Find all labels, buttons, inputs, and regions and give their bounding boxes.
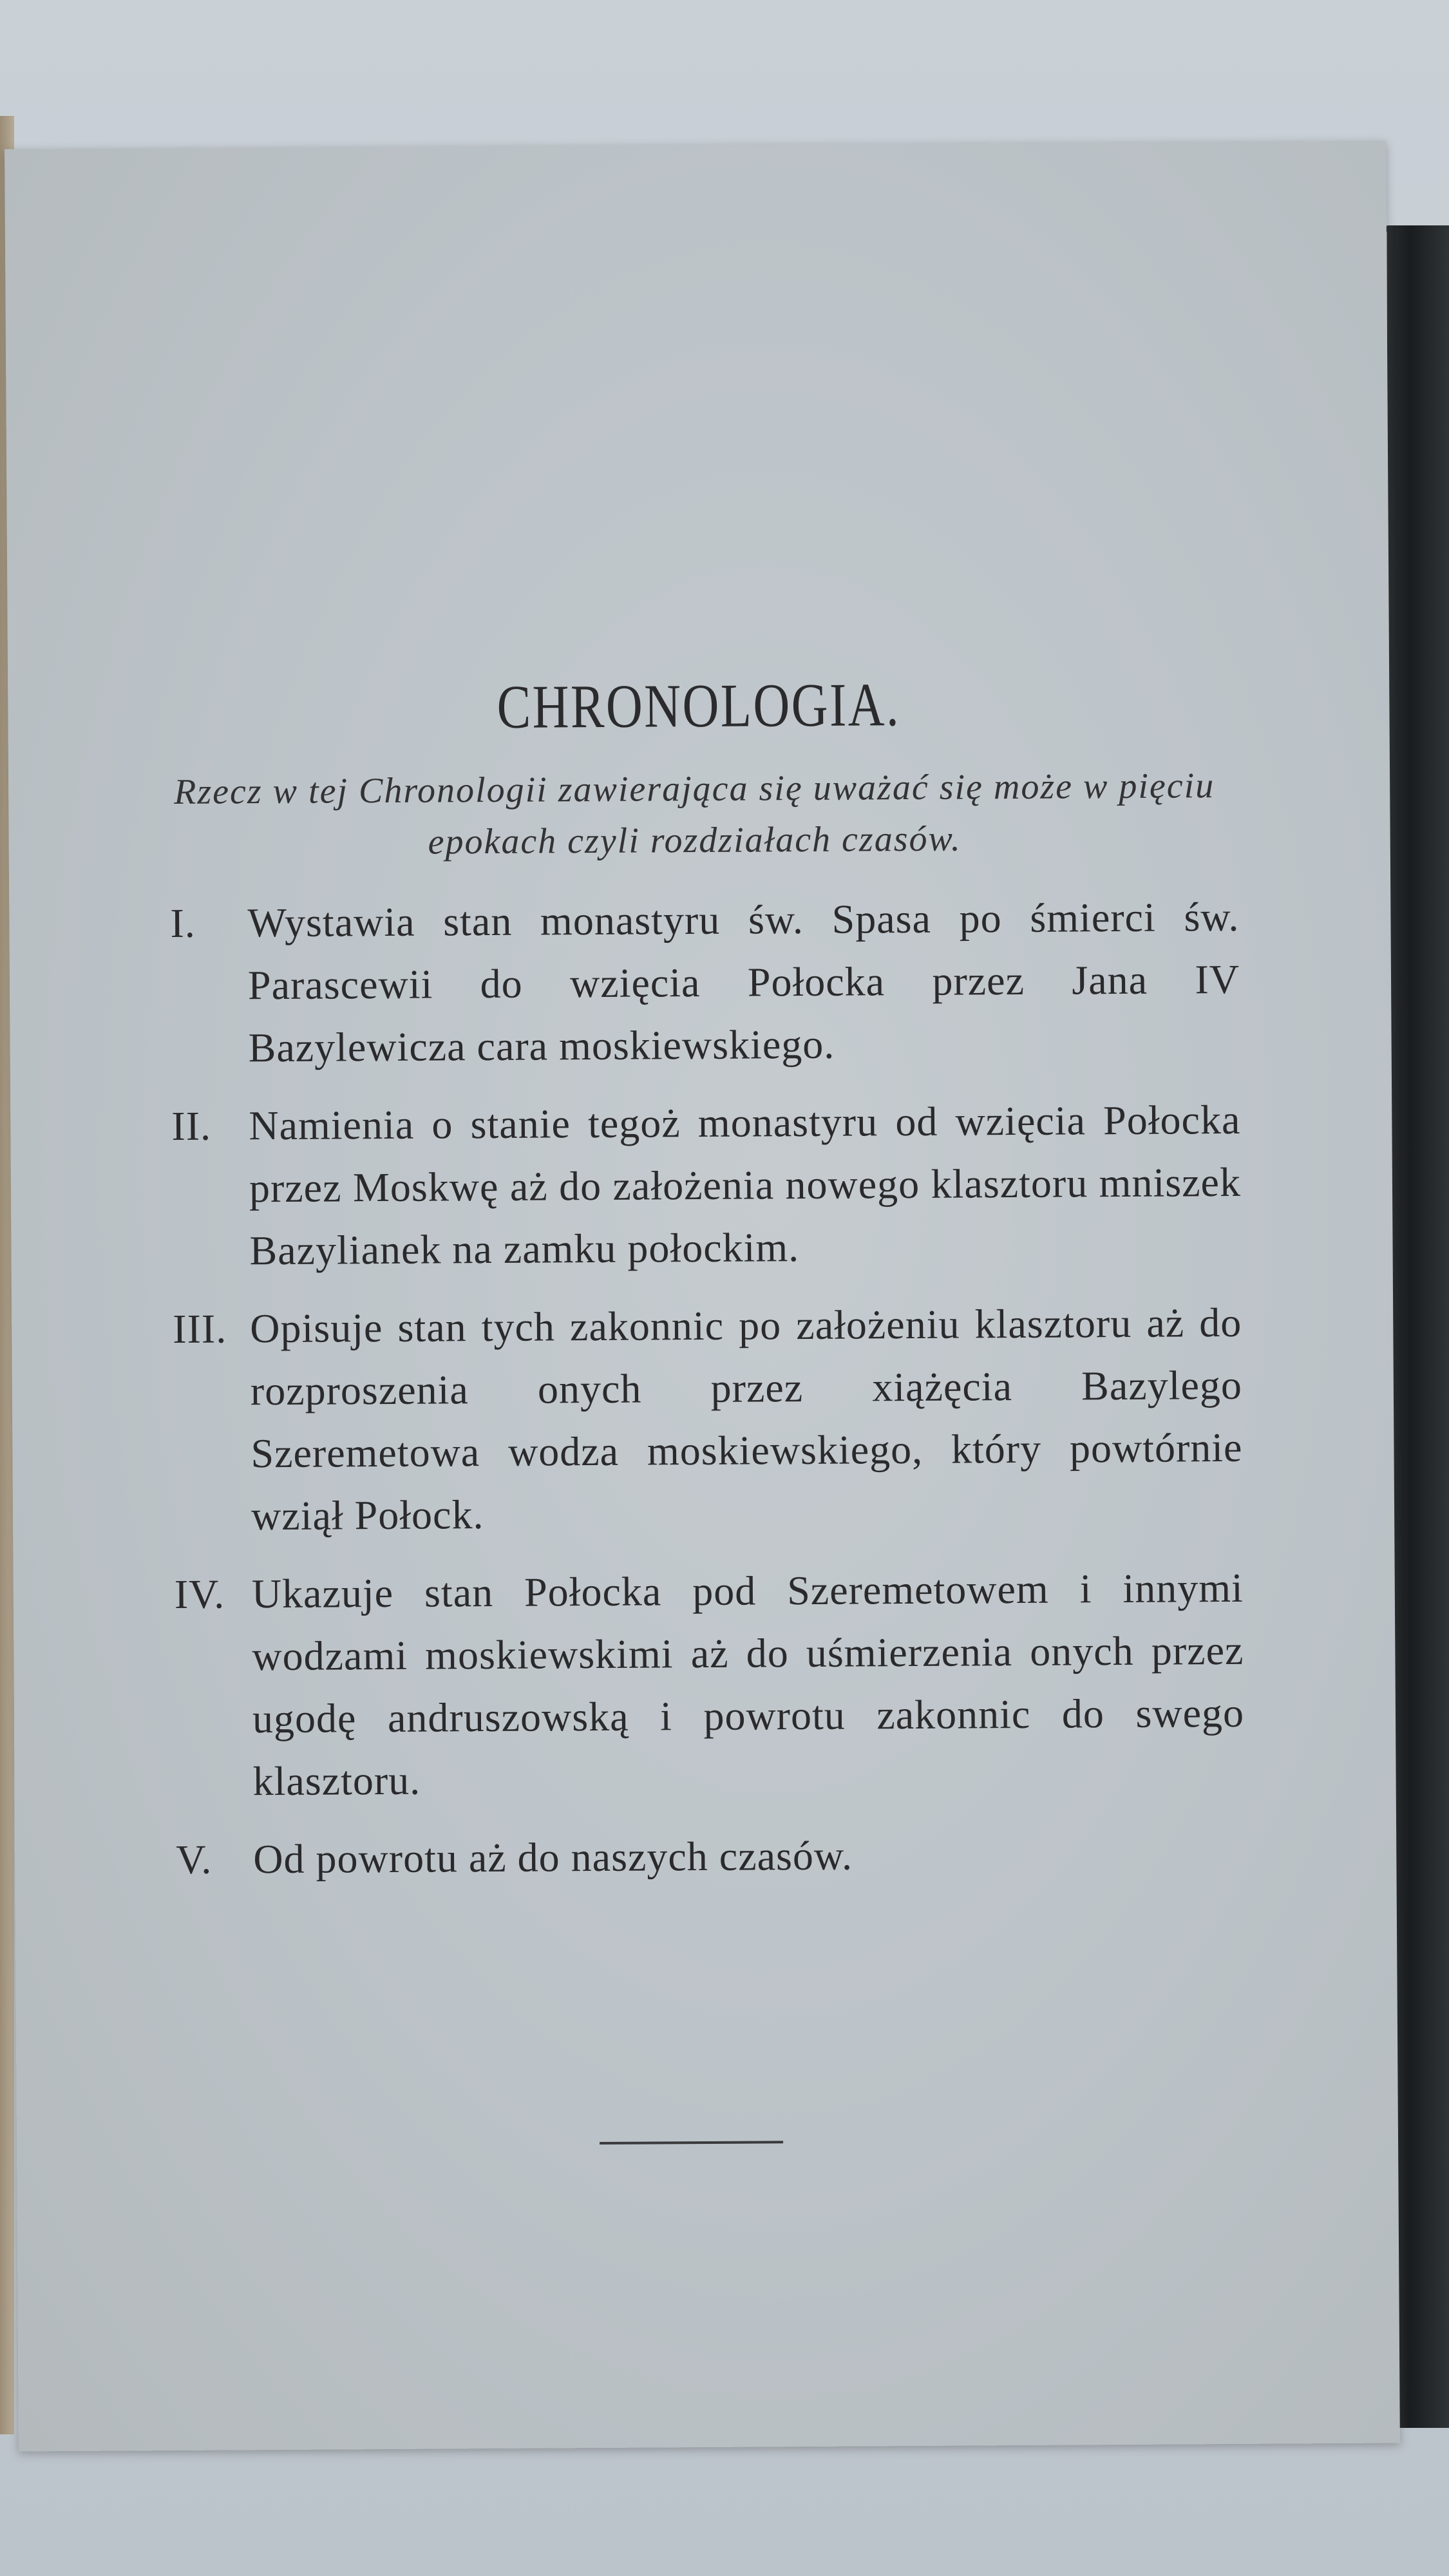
epoch-numeral: III. xyxy=(173,1305,227,1352)
epoch-numeral: IV. xyxy=(174,1571,225,1618)
epoch-item-3 xyxy=(173,1291,1243,1548)
epoch-text: Od powrotu aż do naszych czasów. xyxy=(253,1832,853,1882)
epoch-numeral: V. xyxy=(176,1836,213,1883)
epoch-text: Wystawia stan monastyru św. Spasa po śmierci św. Parascewii do wzięcia Połocka przez Jana IV Bazylewicza cara moskiewskiego. xyxy=(247,893,1240,1071)
epoch-item-4 xyxy=(175,1557,1245,1813)
epoch-item-2 xyxy=(171,1088,1242,1282)
page-title: CHRONOLOGIA. xyxy=(497,670,901,741)
epoch-list xyxy=(170,886,1245,1906)
epoch-item-1 xyxy=(170,886,1240,1079)
epoch-text: Ukazuje stan Połocka pod Szeremetowem i innymi wodzami moskiewskimi aż do uśmierzenia onych przez ugodę andruszowską i powrotu zakonnic do swego klasztoru. xyxy=(251,1564,1245,1804)
book-page xyxy=(5,140,1400,2451)
epoch-numeral: II. xyxy=(171,1103,212,1150)
epoch-text: Namienia o stanie tegoż monastyru od wzięcia Połocka przez Moskwę aż do założenia nowego klasztoru mniszek Bazylianek na zamku połockim. xyxy=(249,1096,1242,1274)
epoch-numeral: I. xyxy=(170,900,196,947)
epoch-text: Opisuje stan tych zakonnic po założeniu klasztoru aż do rozproszenia onych przez xiążęcia Bazylego Szeremetowa wodza moskiewskiego, który powtórnie wziął Połock. xyxy=(250,1299,1243,1539)
epoch-item-5 xyxy=(176,1822,1245,1891)
section-divider xyxy=(600,2141,783,2145)
page-subtitle: Rzecz w tej Chronologii zawierająca się uważać się może w pięciu epokach czyli rozdziałach czasów. xyxy=(173,766,1215,862)
